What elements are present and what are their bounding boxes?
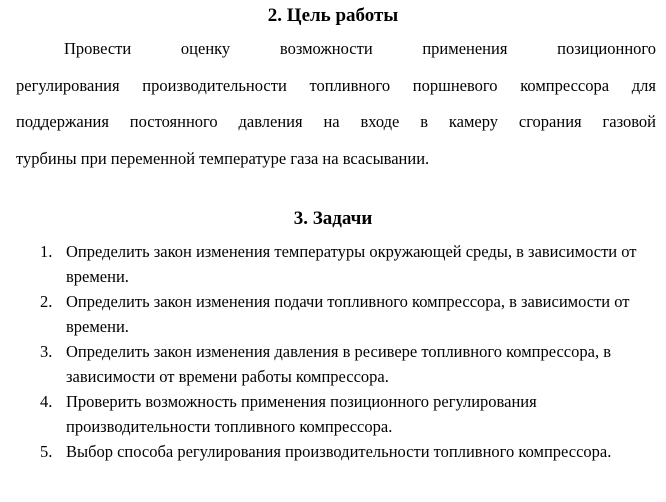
task-text: Определить закон изменения температуры окружающей среды, в зависимости от времени. [66,242,637,286]
task-text: Определить закон изменения подачи топливного компрессора, в зависимости от времени. [66,292,630,336]
goal-line: регулирования производительности топливного поршневого компрессора для [16,75,656,95]
task-number: 3. [40,342,53,361]
goal-heading: 2. Цель работы [267,5,399,26]
goal-paragraph [16,38,656,184]
task-item [0,339,666,389]
task-text: Проверить возможность применения позиционного регулирования производительности топливного компрессора. [66,392,537,436]
task-item [0,439,666,489]
goal-line: Провести оценку возможности применения позиционного [64,39,656,58]
task-number: 2. [40,292,53,311]
task-number: 5. [40,442,53,461]
task-text: Определить закон изменения давления в ресивере топливного компрессора, в зависимости от времени работы компрессора. [66,342,611,386]
task-number: 4. [40,392,53,411]
tasks-list [0,239,666,489]
task-item [0,389,666,439]
goal-line: турбины при переменной температуре газа на всасывании. [16,148,430,168]
tasks-heading: 3. Задачи [293,208,373,229]
task-item [0,239,666,289]
task-number: 1. [40,242,53,261]
task-item [0,289,666,339]
task-text: Выбор способа регулирования производительности топливного компрессора. [66,442,612,461]
goal-line: поддержания постоянного давления на входе в камеру сгорания газовой [16,112,656,131]
